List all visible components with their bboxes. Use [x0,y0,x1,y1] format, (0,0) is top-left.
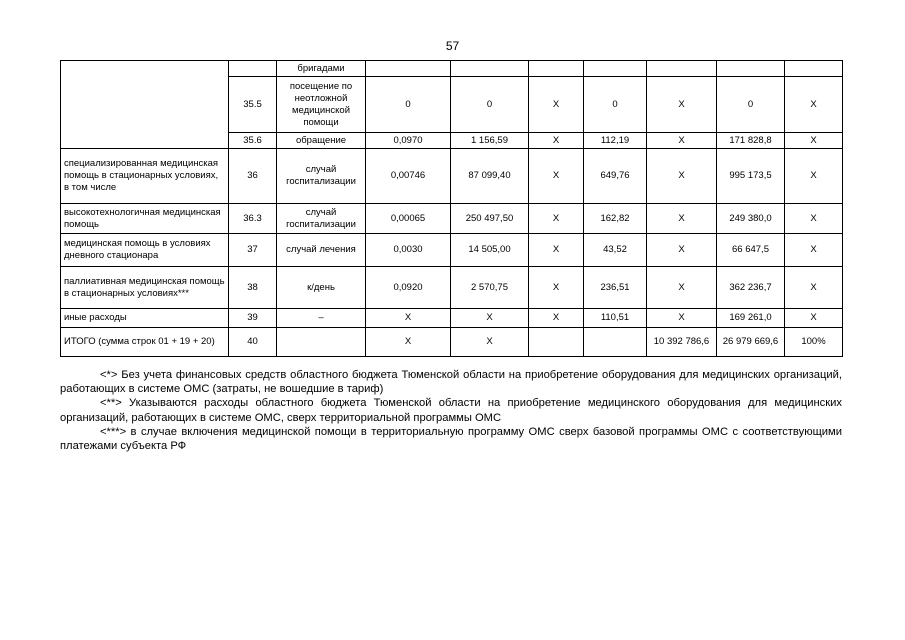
row-value-cell: X [785,149,843,204]
row-value-cell: 171 828,8 [717,133,785,149]
row-value-cell [451,61,529,77]
row-unit-cell: – [277,309,366,328]
row-value-cell [647,61,717,77]
row-name-cell: паллиативная медицинская помощь в стационарных условиях*** [61,267,229,309]
footnote: <*> Без учета финансовых средств областного бюджета Тюменской области на приобретение оборудования для медицинских организаций, работающих в системе ОМС (затраты, не вошедшие в тариф) [60,369,842,396]
row-value-cell: 0 [717,77,785,133]
row-value-cell [785,61,843,77]
footnotes [60,368,842,453]
table-row [61,149,843,204]
financing-table [60,60,843,357]
row-value-cell: X [366,309,451,328]
row-value-cell [366,61,451,77]
row-value-cell: X [529,133,584,149]
row-code-cell: 36.3 [229,204,277,234]
row-value-cell: 112,19 [584,133,647,149]
row-value-cell: X [785,77,843,133]
row-value-cell: 1 156,59 [451,133,529,149]
row-value-cell: 26 979 669,6 [717,328,785,357]
row-value-cell: 0,00746 [366,149,451,204]
row-value-cell: X [785,133,843,149]
row-value-cell: 995 173,5 [717,149,785,204]
row-code-cell: 35.5 [229,77,277,133]
row-unit-cell: обращение [277,133,366,149]
row-value-cell: X [647,77,717,133]
row-value-cell: 0,0920 [366,267,451,309]
row-value-cell: X [647,149,717,204]
row-value-cell: X [529,204,584,234]
table-row [61,328,843,357]
row-value-cell: 43,52 [584,234,647,267]
row-value-cell: X [785,309,843,328]
row-value-cell: X [529,234,584,267]
row-value-cell [529,61,584,77]
row-value-cell: X [529,309,584,328]
row-unit-cell: посещение по неотложной медицинской помощи [277,77,366,133]
row-value-cell: 110,51 [584,309,647,328]
row-value-cell: 362 236,7 [717,267,785,309]
row-value-cell: 0,00065 [366,204,451,234]
row-name-cell: медицинская помощь в условиях дневного стационара [61,234,229,267]
row-name-cell: иные расходы [61,309,229,328]
row-value-cell [717,61,785,77]
row-code-cell: 39 [229,309,277,328]
row-value-cell: X [451,328,529,357]
row-unit-cell: случай лечения [277,234,366,267]
row-value-cell: X [366,328,451,357]
row-code-cell: 36 [229,149,277,204]
row-value-cell: 66 647,5 [717,234,785,267]
row-value-cell: 87 099,40 [451,149,529,204]
row-unit-cell [277,328,366,357]
row-value-cell: 169 261,0 [717,309,785,328]
row-unit-cell: случай госпитализации [277,204,366,234]
row-value-cell: X [529,267,584,309]
row-value-cell: 2 570,75 [451,267,529,309]
footnote: <**> Указываются расходы областного бюджета Тюменской области на приобретение медицинского оборудования для медицинских организаций, работающих в системе ОМС, сверх территориальной программы ОМС [60,397,842,424]
row-value-cell: 0 [366,77,451,133]
row-value-cell: X [785,267,843,309]
footnote: <***> в случае включения медицинской помощи в территориальную программу ОМС сверх базовой программы ОМС с соответствующими платежами субъекта РФ [60,425,842,453]
table-row [61,234,843,267]
row-code-cell [229,61,277,77]
row-code-cell: 35.6 [229,133,277,149]
row-value-cell: 14 505,00 [451,234,529,267]
row-value-cell: X [529,149,584,204]
row-value-cell [584,328,647,357]
row-value-cell: 162,82 [584,204,647,234]
table-row [61,204,843,234]
row-value-cell: 100% [785,328,843,357]
row-value-cell [584,61,647,77]
row-unit-cell: бригадами [277,61,366,77]
row-name-cell [61,61,229,149]
row-value-cell: X [647,133,717,149]
row-unit-cell: к/день [277,267,366,309]
row-value-cell: X [647,234,717,267]
row-unit-cell: случай госпитализации [277,149,366,204]
row-value-cell: 0,0030 [366,234,451,267]
row-value-cell: X [785,234,843,267]
row-value-cell: 236,51 [584,267,647,309]
table-row [61,61,843,77]
row-value-cell: X [451,309,529,328]
row-code-cell: 38 [229,267,277,309]
row-value-cell [529,328,584,357]
row-name-cell: высокотехнологичная медицинская помощь [61,204,229,234]
table-row [61,267,843,309]
row-value-cell: X [647,267,717,309]
row-code-cell: 40 [229,328,277,357]
row-value-cell: 250 497,50 [451,204,529,234]
row-value-cell: 649,76 [584,149,647,204]
row-value-cell: 0,0970 [366,133,451,149]
row-value-cell: 0 [584,77,647,133]
row-value-cell: 10 392 786,6 [647,328,717,357]
row-value-cell: 249 380,0 [717,204,785,234]
row-value-cell: X [647,309,717,328]
table-row [61,309,843,328]
row-name-cell: ИТОГО (сумма строк 01 + 19 + 20) [61,328,229,357]
row-code-cell: 37 [229,234,277,267]
row-value-cell: 0 [451,77,529,133]
page-number: 57 [445,39,460,53]
row-value-cell: X [529,77,584,133]
row-value-cell: X [785,204,843,234]
row-value-cell: X [647,204,717,234]
row-name-cell: специализированная медицинская помощь в стационарных условиях, в том числе [61,149,229,204]
